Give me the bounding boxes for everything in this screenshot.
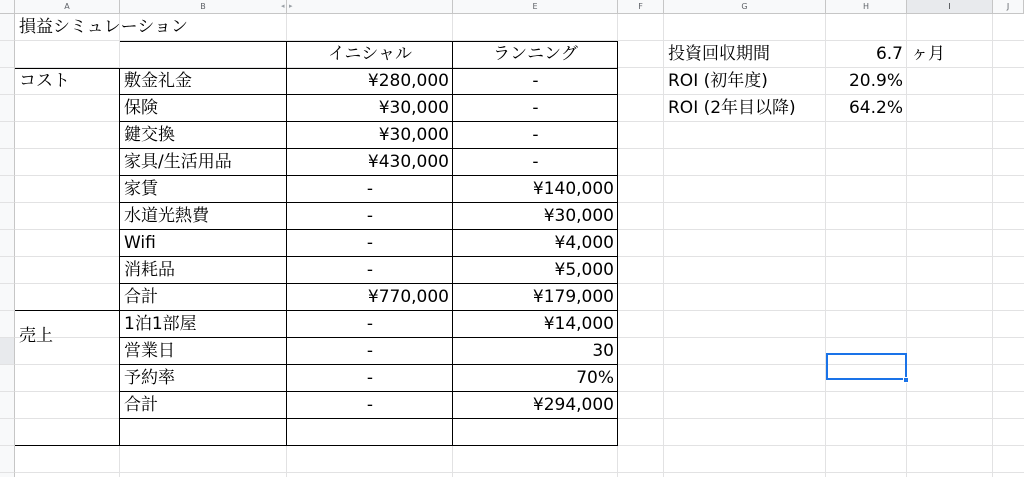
table-border-horizontal [120,148,618,149]
row-header[interactable] [0,41,15,68]
table-border-horizontal [120,283,618,284]
selected-cell-outline[interactable] [826,353,907,380]
item-cell[interactable]: 家賃 [124,179,158,199]
running-value-cell[interactable]: - [532,71,539,91]
metric-label-cell[interactable]: ROI (初年度) [668,71,768,91]
row-header[interactable] [0,176,15,203]
running-value-cell[interactable]: ¥4,000 [554,233,614,253]
item-cell[interactable]: 予約率 [124,368,175,388]
row-header[interactable] [0,284,15,311]
item-cell[interactable]: 保険 [124,98,158,118]
sheet-title-cell[interactable]: 損益シミュレーション [19,17,188,37]
running-value-cell[interactable]: ¥179,000 [532,287,614,307]
metric-value-cell[interactable]: 64.2% [848,98,903,118]
item-cell[interactable]: 鍵交換 [124,125,175,145]
column-header[interactable]: G [664,0,826,14]
column-header[interactable]: I [907,0,993,14]
table-border-horizontal [120,337,618,338]
column-header[interactable]: F [618,0,664,14]
table-border-horizontal [15,68,618,69]
initial-value-cell[interactable]: ¥430,000 [367,152,449,172]
running-value-cell[interactable]: ¥30,000 [543,206,614,226]
metric-value-cell[interactable]: 20.9% [848,71,903,91]
table-border-horizontal [120,391,618,392]
select-all-corner[interactable] [0,0,15,14]
gridline-horizontal [15,472,1024,473]
item-cell[interactable]: 敷金礼金 [124,71,192,91]
row-header[interactable] [0,203,15,230]
initial-value-cell[interactable]: - [366,260,374,280]
metric-unit-cell[interactable]: ヶ月 [911,44,945,64]
row-header[interactable] [0,14,15,41]
table-border-horizontal [120,229,618,230]
initial-value-cell[interactable]: - [366,395,374,415]
fill-handle[interactable] [903,377,909,383]
running-value-cell[interactable]: ¥294,000 [532,395,614,415]
table-border-horizontal [120,94,618,95]
table-border-horizontal [120,364,618,365]
table-border-horizontal [120,256,618,257]
table-border-horizontal [120,175,618,176]
table-border-vertical [286,41,287,446]
item-cell[interactable]: 合計 [124,395,158,415]
column-header[interactable]: H [826,0,907,14]
initial-header-cell[interactable]: イニシャル [328,44,412,64]
initial-value-cell[interactable]: - [366,368,374,388]
metric-value-cell[interactable]: 6.7 [875,44,903,64]
table-border-horizontal [120,202,618,203]
metric-label-cell[interactable]: 投資回収期間 [668,44,770,64]
table-border-vertical [617,41,618,446]
table-border-horizontal [120,41,618,42]
column-header[interactable]: B [120,0,287,14]
row-header[interactable] [0,95,15,122]
row-header[interactable] [0,446,15,473]
row-header[interactable] [0,419,15,446]
item-cell[interactable]: 合計 [124,287,158,307]
table-border-horizontal [15,445,618,446]
hidden-columns-right-toggle[interactable]: ▸ [289,2,293,10]
initial-value-cell[interactable]: - [366,314,374,334]
row-header[interactable] [0,122,15,149]
item-cell[interactable]: Wifi [124,233,156,253]
running-value-cell[interactable]: ¥5,000 [554,260,614,280]
item-cell[interactable]: 家具/生活用品 [124,152,232,172]
column-header[interactable]: A [15,0,120,14]
table-border-vertical [119,68,120,446]
cost-section-label[interactable]: コスト [19,71,70,91]
running-value-cell[interactable]: 70% [576,368,614,388]
item-cell[interactable]: 水道光熱費 [124,206,209,226]
row-header[interactable] [0,473,15,477]
running-header-cell[interactable]: ランニング [493,44,578,64]
running-value-cell[interactable]: 30 [592,341,614,361]
initial-value-cell[interactable]: - [366,206,374,226]
row-header[interactable] [0,149,15,176]
table-border-horizontal [120,418,618,419]
running-value-cell[interactable]: - [532,152,539,172]
row-header[interactable] [0,338,15,365]
row-header[interactable] [0,68,15,95]
column-header[interactable]: E [453,0,618,14]
item-cell[interactable]: 1泊1部屋 [124,314,197,334]
item-cell[interactable]: 消耗品 [124,260,175,280]
row-header[interactable] [0,230,15,257]
gridline-vertical [992,14,993,477]
running-value-cell[interactable]: ¥140,000 [532,179,614,199]
column-header[interactable] [287,0,453,14]
initial-value-cell[interactable]: ¥280,000 [367,71,449,91]
hidden-columns-left-toggle[interactable]: ◂ [281,2,285,10]
running-value-cell[interactable]: ¥14,000 [543,314,614,334]
column-header[interactable]: J [993,0,1024,14]
row-header[interactable] [0,257,15,284]
running-value-cell[interactable]: - [532,98,539,118]
initial-value-cell[interactable]: ¥30,000 [378,98,449,118]
row-header[interactable] [0,365,15,392]
row-header[interactable] [0,392,15,419]
initial-value-cell[interactable]: - [366,341,374,361]
table-border-horizontal [15,310,618,311]
running-value-cell[interactable]: - [532,125,539,145]
row-header[interactable] [0,311,15,338]
table-border-horizontal [120,121,618,122]
sales-section-label[interactable]: 売上 [19,326,53,346]
item-cell[interactable]: 営業日 [124,341,175,361]
initial-value-cell[interactable]: - [366,233,374,253]
table-border-vertical [452,41,453,446]
initial-value-cell[interactable]: ¥30,000 [378,125,449,145]
initial-value-cell[interactable]: - [366,179,374,199]
initial-value-cell[interactable]: ¥770,000 [367,287,449,307]
metric-label-cell[interactable]: ROI (2年目以降) [668,98,796,118]
